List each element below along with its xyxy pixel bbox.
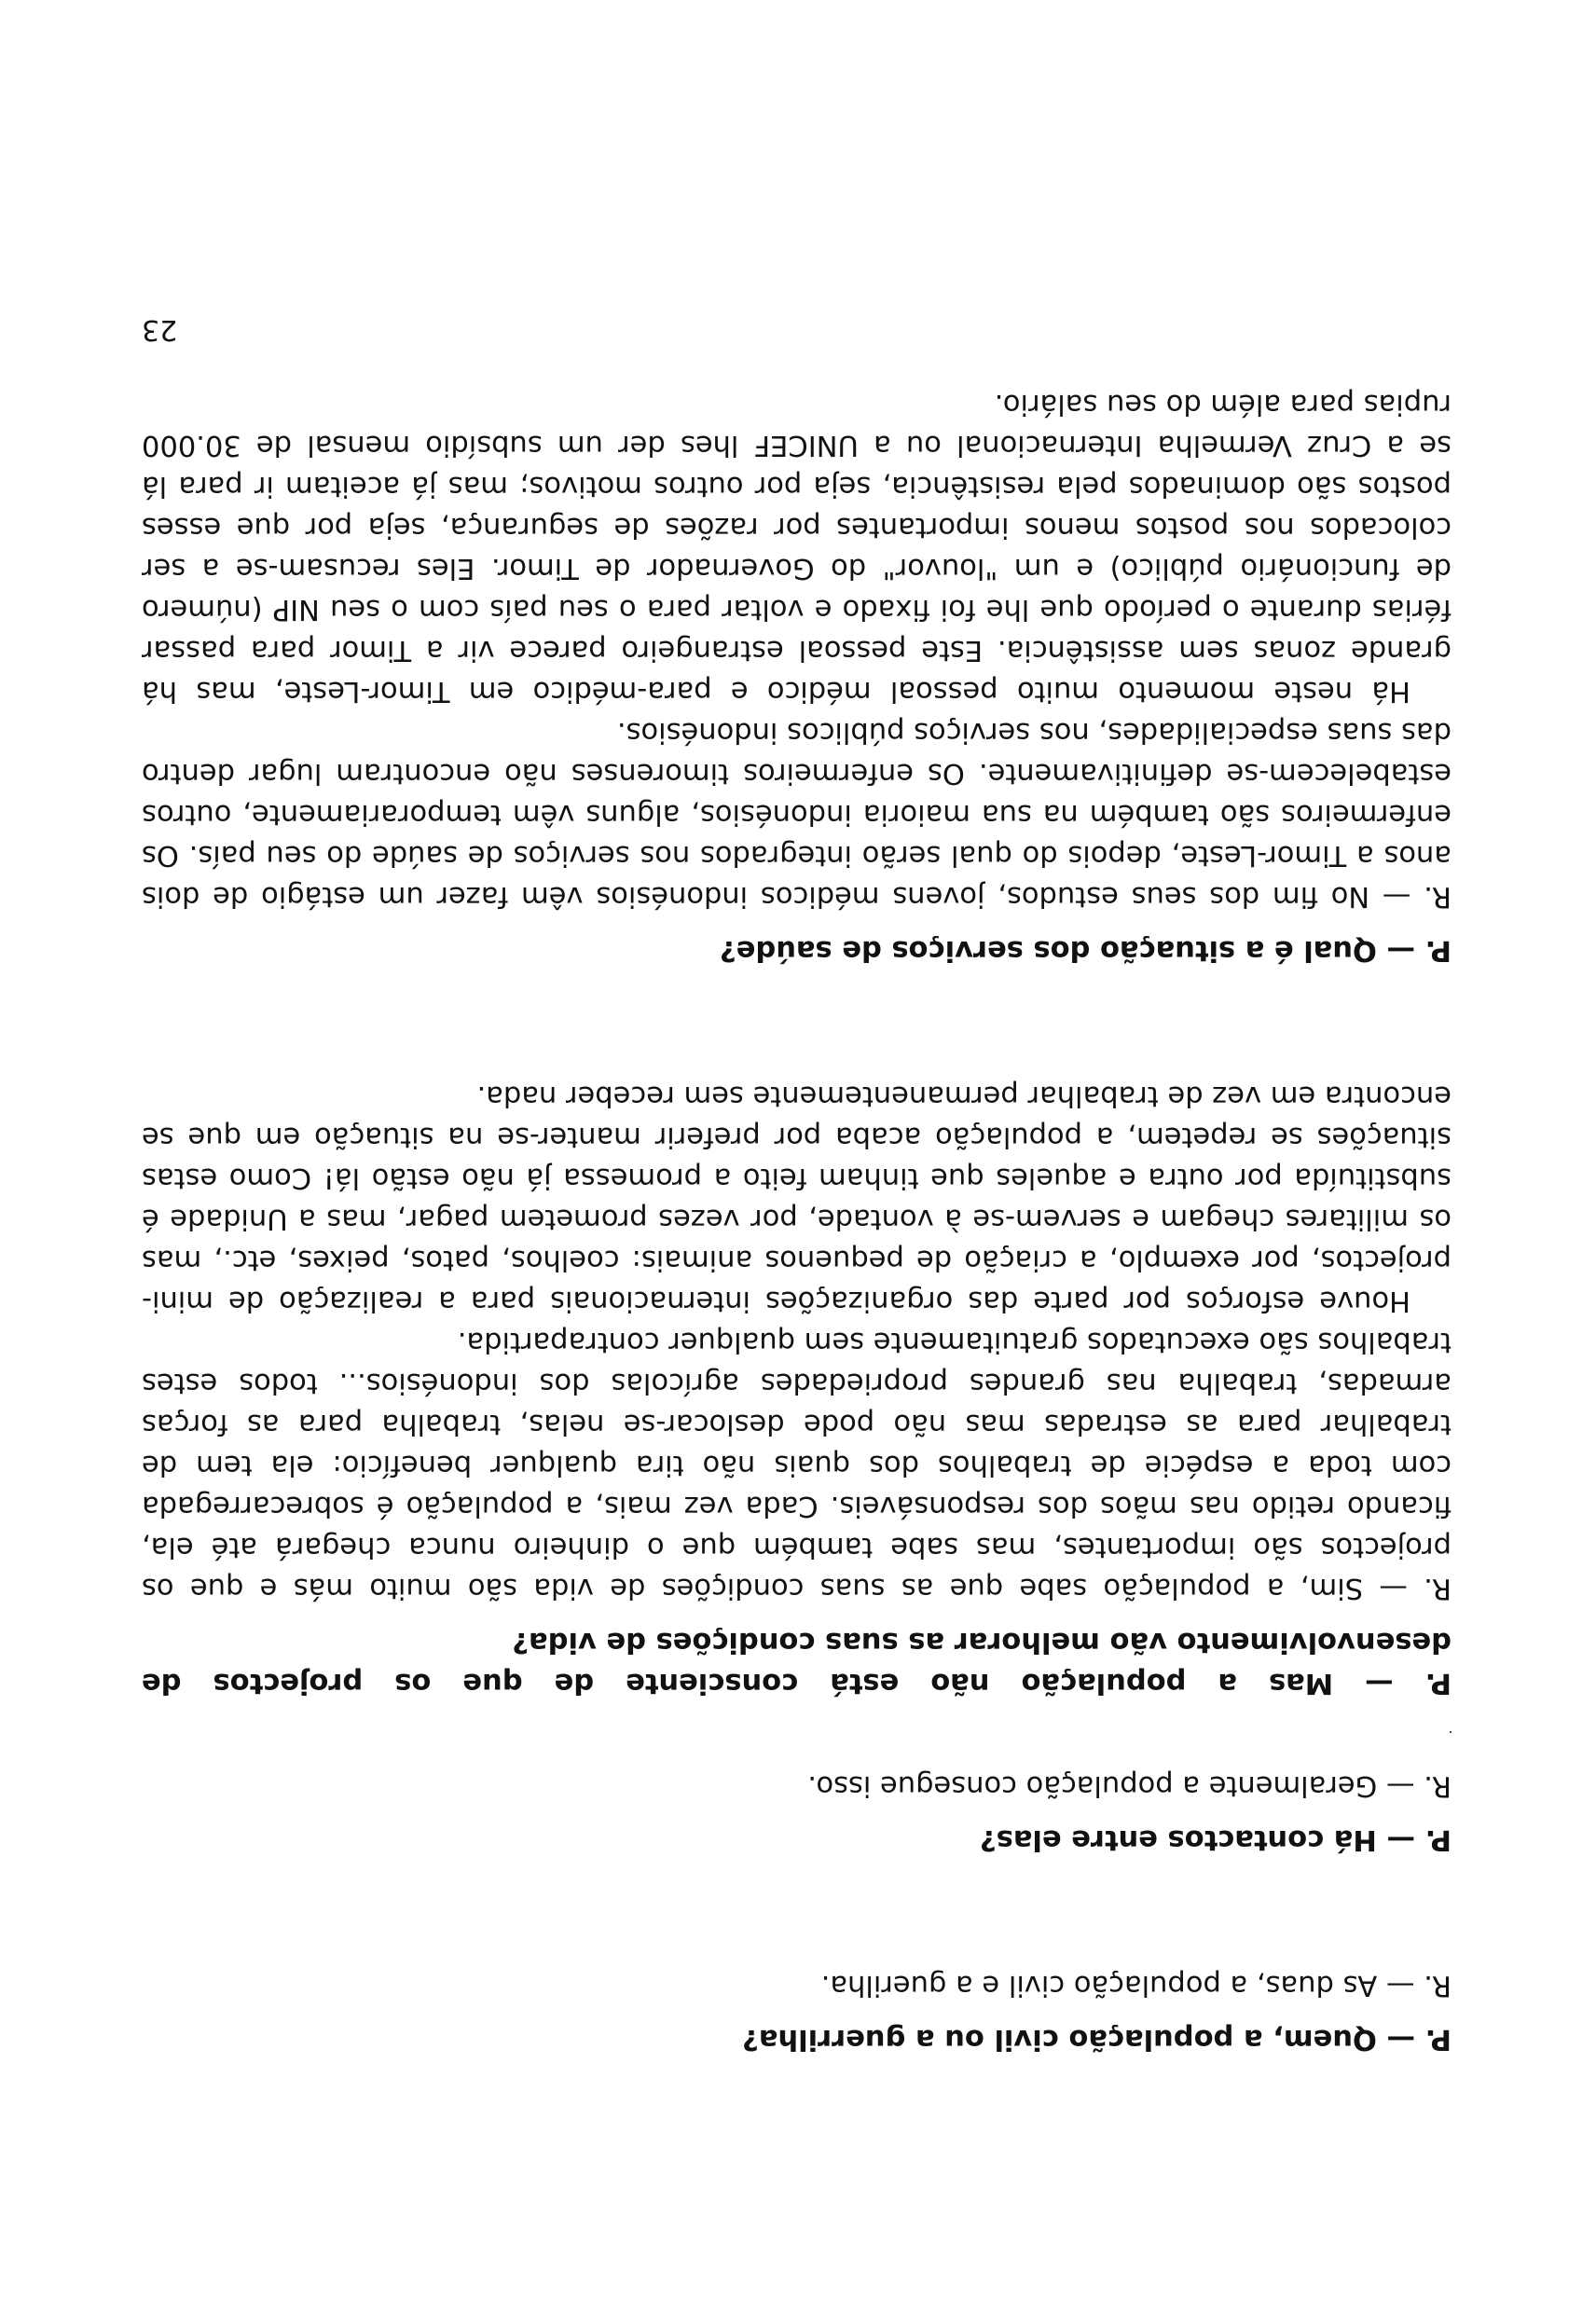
question-2: P. — Há contactos entre elas? (980, 1823, 1452, 1856)
answer-4: R. — No fim dos seus estudos, jovens médicos indonésios vêm fazer um estágio de dois anos a Timor-Leste, depois do qual serão integrados nos serviços de saúde do seu país. Os enfermeiros são também na sua maioria indonésios, alguns vêm temporariamente, outros estabelecem-se definitivamente. Os enfermeiros timorenses não encontram lugar dentro das suas especialidades, nos serviços públicos indonésios. (142, 716, 1452, 913)
answer-2: R. — Geralmente a população consegue isso. (807, 1769, 1452, 1802)
question-1: P. — Quem, a população civil ou a guerrilha? (742, 2023, 1452, 2056)
page-number: 23 (142, 313, 178, 346)
answer-4-paragraph-2: Há neste momento muito pessoal médico e para-médico em Timor-Leste, mas há grande zonas sem assistência. Este pessoal estrangeiro parece vir a Timor para passar férias durante o período que lhe foi fixado e voltar para o seu país com o seu NIP (número de funcionário público) e um "louvor" do Governador de Timor. Eles recusam-se a ser colocados nos postos menos importantes por razões de segurança, seja por que esses postos são dominados pela resistência, seja por outros motivos; mas já aceitam ir para lá se a Cruz Vermelha Internacional ou a UNICEF lhes der um subsídio mensal de 30.000 rupias para além do seu salário. (142, 388, 1452, 708)
scan-speck (1450, 1731, 1452, 1733)
answer-3-paragraph-2: Houve esforços por parte das organizações internacionais para a realização de mini-projectos, por exemplo, a criação de pequenos animais: coelhos, patos, peixes, etc., mas os militares chegam e servem-se à vontade, por vezes prometem pagar, mas a Unidade é substituída por outra e aqueles que tinham feito a promessa já não estão lá! Como estas situações se repetem, a população acaba por preferir manter-se na situação em que se encontra em vez de trabalhar permanentemente sem receber nada. (142, 1080, 1452, 1317)
question-4: P. — Qual é a situação dos serviços de saúde? (720, 934, 1452, 967)
answer-1: R. — As duas, a população civil e a guerilha. (820, 1969, 1452, 2001)
answer-3: R. — Sim, a população sabe que as suas condições de vida são muito más e que os projectos são importantes, mas sabe também que o dinheiro nunca chegará até ela, ficando retido nas mãos dos responsáveis. Cada vez mais, a população é sobrecarregada com toda a espécie de trabalhos dos quais não tira qualquer benefício: ela tem de trabalhar para as estradas mas não pode deslocar-se nelas, trabalha para as forças armadas, trabalha nas grandes propriedades agrícolas dos indonésios... todos estes trabalhos são executados gratuitamente sem qualquer contrapartida. (142, 1326, 1452, 1604)
question-3: P. — Mas a população não está consciente de que os projectos de desenvolvimento vão melhorar as suas condições de vida? (142, 1626, 1452, 1699)
